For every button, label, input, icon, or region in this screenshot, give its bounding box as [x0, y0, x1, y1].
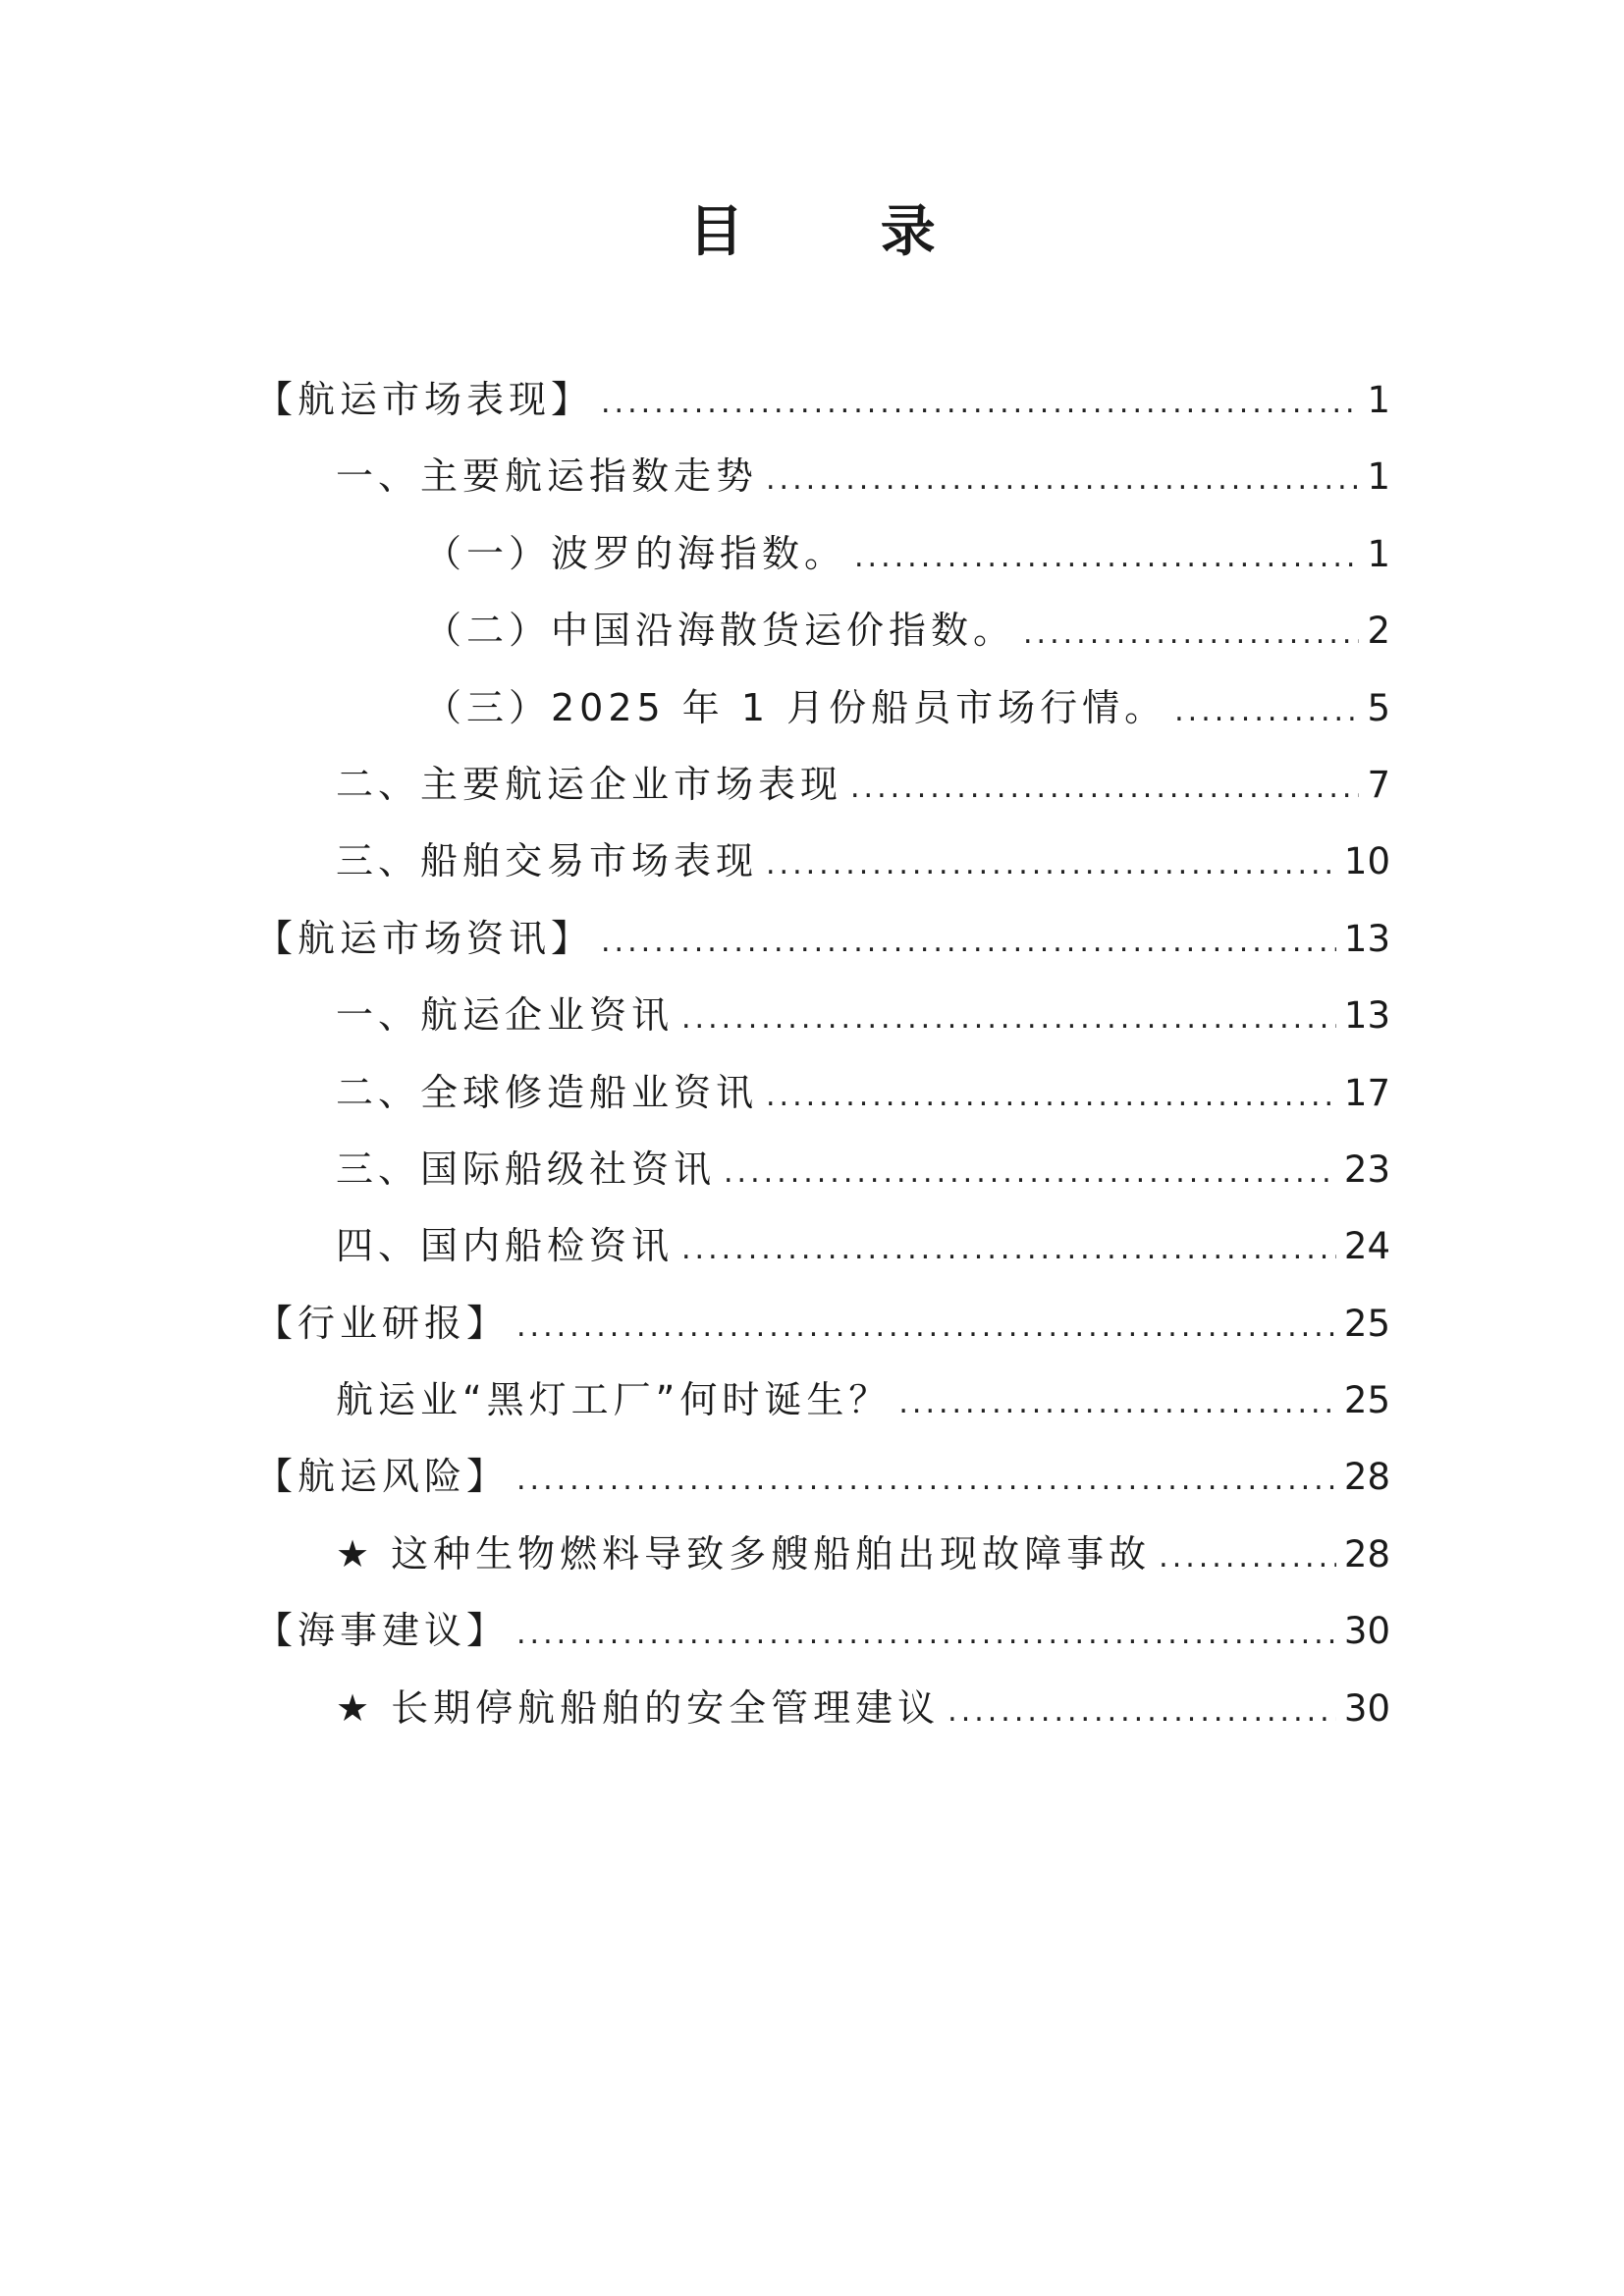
toc-entry-text: 四、国内船检资讯 [336, 1224, 675, 1268]
toc-page-number: 1 [1367, 532, 1390, 575]
toc-dot-leader [898, 1365, 1336, 1442]
toc-dot-leader [516, 1289, 1336, 1365]
toc-entry[interactable] [255, 1438, 1390, 1515]
toc-entry-text: 【海事建议】 [255, 1609, 510, 1653]
toc-title: 目 录 [688, 199, 995, 264]
toc-page-number: 30 [1343, 1686, 1390, 1730]
toc-page-number: 17 [1343, 1071, 1390, 1114]
toc-entry[interactable] [255, 1670, 1390, 1746]
toc-entry-text: 一、航运企业资讯 [336, 993, 675, 1038]
toc-page-number: 23 [1343, 1148, 1390, 1191]
toc-entry[interactable] [255, 669, 1390, 746]
toc-page-number: 25 [1343, 1379, 1390, 1422]
toc-dot-leader [766, 1058, 1336, 1135]
toc-entry[interactable] [255, 515, 1390, 592]
toc-entry-text: 三、船舶交易市场表现 [336, 839, 759, 883]
toc-entry[interactable] [255, 1285, 1390, 1362]
toc-page-number: 28 [1343, 1532, 1390, 1575]
toc-page-number: 2 [1367, 610, 1390, 653]
toc-dot-leader [681, 981, 1336, 1057]
toc-dot-leader [724, 1135, 1336, 1211]
toc-dot-leader [947, 1674, 1336, 1750]
toc-entry[interactable] [255, 1362, 1390, 1438]
toc-entry-text: 【航运市场资讯】 [255, 916, 594, 960]
toc-dot-leader [766, 827, 1336, 903]
toc-page-number: 24 [1343, 1225, 1390, 1268]
toc-entry-text: 航运业“黑灯工厂”何时诞生？ [336, 1378, 892, 1422]
toc-page-number: 13 [1343, 994, 1390, 1038]
toc-entry-text: 【航运风险】 [255, 1455, 510, 1499]
toc-dot-leader [1159, 1520, 1336, 1596]
toc-page-number: 28 [1343, 1456, 1390, 1499]
toc-page-number: 5 [1367, 686, 1390, 729]
toc-entry-text: ★ 这种生物燃料导致多艘船舶出现故障事故 [336, 1531, 1152, 1575]
toc-dot-leader [1174, 673, 1359, 750]
toc-dot-leader [854, 519, 1359, 596]
toc-entry-text: （二）中国沿海散货运价指数。 [424, 609, 1016, 653]
toc-entry[interactable] [255, 592, 1390, 668]
toc-entry[interactable] [255, 1207, 1390, 1284]
toc-entry[interactable] [255, 977, 1390, 1053]
toc-page-number: 1 [1367, 379, 1390, 421]
toc-page-number: 7 [1367, 763, 1390, 806]
toc-entry[interactable] [255, 1054, 1390, 1131]
toc-entry-text: （三）2025 年 1 月份船员市场行情。 [424, 685, 1167, 729]
table-of-contents [255, 361, 1390, 1746]
toc-dot-leader [681, 1211, 1336, 1288]
toc-dot-leader [601, 365, 1359, 442]
toc-dot-leader [766, 442, 1359, 518]
toc-page-number: 30 [1343, 1610, 1390, 1653]
toc-entry[interactable] [255, 746, 1390, 823]
toc-entry-text: 一、主要航运指数走势 [336, 454, 759, 499]
toc-entry-text: （一）波罗的海指数。 [424, 531, 847, 575]
toc-entry-text: 二、主要航运企业市场表现 [336, 762, 843, 806]
toc-page-number: 1 [1367, 455, 1390, 499]
toc-entry-text: 【行业研报】 [255, 1301, 510, 1345]
toc-entry-text: ★ 长期停航船舶的安全管理建议 [336, 1685, 941, 1730]
toc-page-number: 13 [1343, 917, 1390, 960]
toc-entry-text: 二、全球修造船业资讯 [336, 1070, 759, 1114]
toc-entry[interactable] [255, 900, 1390, 977]
toc-entry[interactable] [255, 1516, 1390, 1592]
toc-entry[interactable] [255, 1592, 1390, 1669]
toc-entry[interactable] [255, 823, 1390, 899]
toc-dot-leader [1023, 596, 1359, 672]
toc-entry[interactable] [255, 1131, 1390, 1207]
toc-dot-leader [516, 1596, 1336, 1673]
toc-entry-text: 三、国际船级社资讯 [336, 1147, 717, 1191]
toc-page-number: 25 [1343, 1302, 1390, 1345]
toc-entry[interactable] [255, 438, 1390, 514]
toc-dot-leader [516, 1442, 1336, 1519]
toc-entry-text: 【航运市场表现】 [255, 378, 594, 421]
toc-dot-leader [850, 750, 1359, 827]
toc-dot-leader [601, 904, 1336, 981]
toc-page-number: 10 [1343, 840, 1390, 883]
toc-entry[interactable] [255, 361, 1390, 438]
